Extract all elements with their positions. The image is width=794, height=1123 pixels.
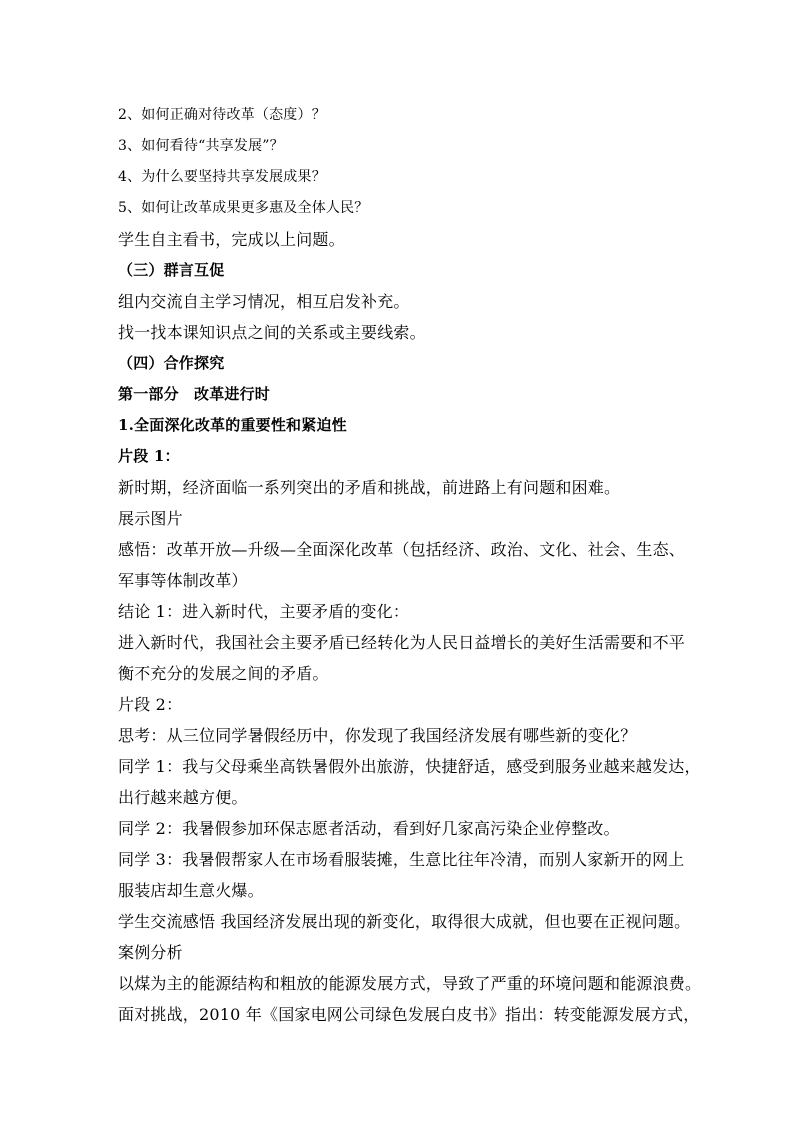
paragraph-find-relations: 找一找本课知识点之间的关系或主要线索。 <box>118 323 426 342</box>
paragraph-show-pictures: 展示图片 <box>118 509 183 528</box>
paragraph-main-contradiction-line-2: 衡不充分的发展之间的矛盾。 <box>118 664 329 683</box>
paragraph-challenge: 面对挑战，2010 年《国家电网公司绿色发展白皮书》指出：转变能源发展方式， <box>118 1005 700 1024</box>
document-body <box>118 100 702 1030</box>
question-3: 3、如何看待“共享发展”？ <box>118 138 284 154</box>
paragraph-student-1-line-2: 出行越来越方便。 <box>118 788 248 807</box>
section-heading-4: （四）合作探究 <box>118 354 225 372</box>
section-heading-3: （三）群言互促 <box>118 261 225 279</box>
paragraph-think: 思考：从三位同学暑假经历中，你发现了我国经济发展有哪些新的变化？ <box>118 726 637 745</box>
question-4: 4、为什么要坚持共享发展成果？ <box>118 169 326 185</box>
question-2: 2、如何正确对待改革（态度）？ <box>118 107 326 123</box>
subheading-1: 1.全面深化改革的重要性和紧迫性 <box>118 416 347 434</box>
paragraph-student-2: 同学 2：我暑假参加环保志愿者活动，看到好几家高污染企业停整改。 <box>118 819 620 838</box>
fragment-2-label: 片段 2： <box>118 695 183 714</box>
paragraph-student-insight: 学生交流感悟 我国经济发展出现的新变化，取得很大成就，但也要在正视问题。 <box>118 912 691 931</box>
paragraph-student-3-line-2: 服装店却生意火爆。 <box>118 881 264 900</box>
paragraph-coal-energy: 以煤为主的能源结构和粗放的能源发展方式，导致了严重的环境问题和能源浪费。 <box>118 974 702 993</box>
question-5: 5、如何让改革成果更多惠及全体人民？ <box>118 200 369 216</box>
paragraph-self-study: 学生自主看书，完成以上问题。 <box>118 230 345 249</box>
paragraph-conclusion-1: 结论 1：进入新时代，主要矛盾的变化： <box>118 602 410 621</box>
paragraph-student-3-line-1: 同学 3：我暑假帮家人在市场看服装摊，生意比往年冷清，而别人家新开的网上 <box>118 850 685 869</box>
paragraph-group-exchange: 组内交流自主学习情况，相互启发补充。 <box>118 292 410 311</box>
paragraph-main-contradiction-line-1: 进入新时代，我国社会主要矛盾已经转化为人民日益增长的美好生活需要和不平 <box>118 633 686 652</box>
paragraph-insight-line-1: 感悟：改革开放—升级—全面深化改革（包括经济、政治、文化、社会、生态、 <box>118 540 686 559</box>
paragraph-student-1-line-1: 同学 1：我与父母乘坐高铁暑假外出旅游，快捷舒适，感受到服务业越来越发达， <box>118 757 701 776</box>
paragraph-insight-line-2: 军事等体制改革） <box>118 571 248 590</box>
fragment-1-label: 片段 1： <box>118 447 180 465</box>
paragraph-new-period: 新时期，经济面临一系列突出的矛盾和挑战，前进路上有问题和困难。 <box>118 478 621 497</box>
part-heading-1: 第一部分 改革进行时 <box>118 385 271 403</box>
paragraph-case-analysis: 案例分析 <box>118 943 183 962</box>
